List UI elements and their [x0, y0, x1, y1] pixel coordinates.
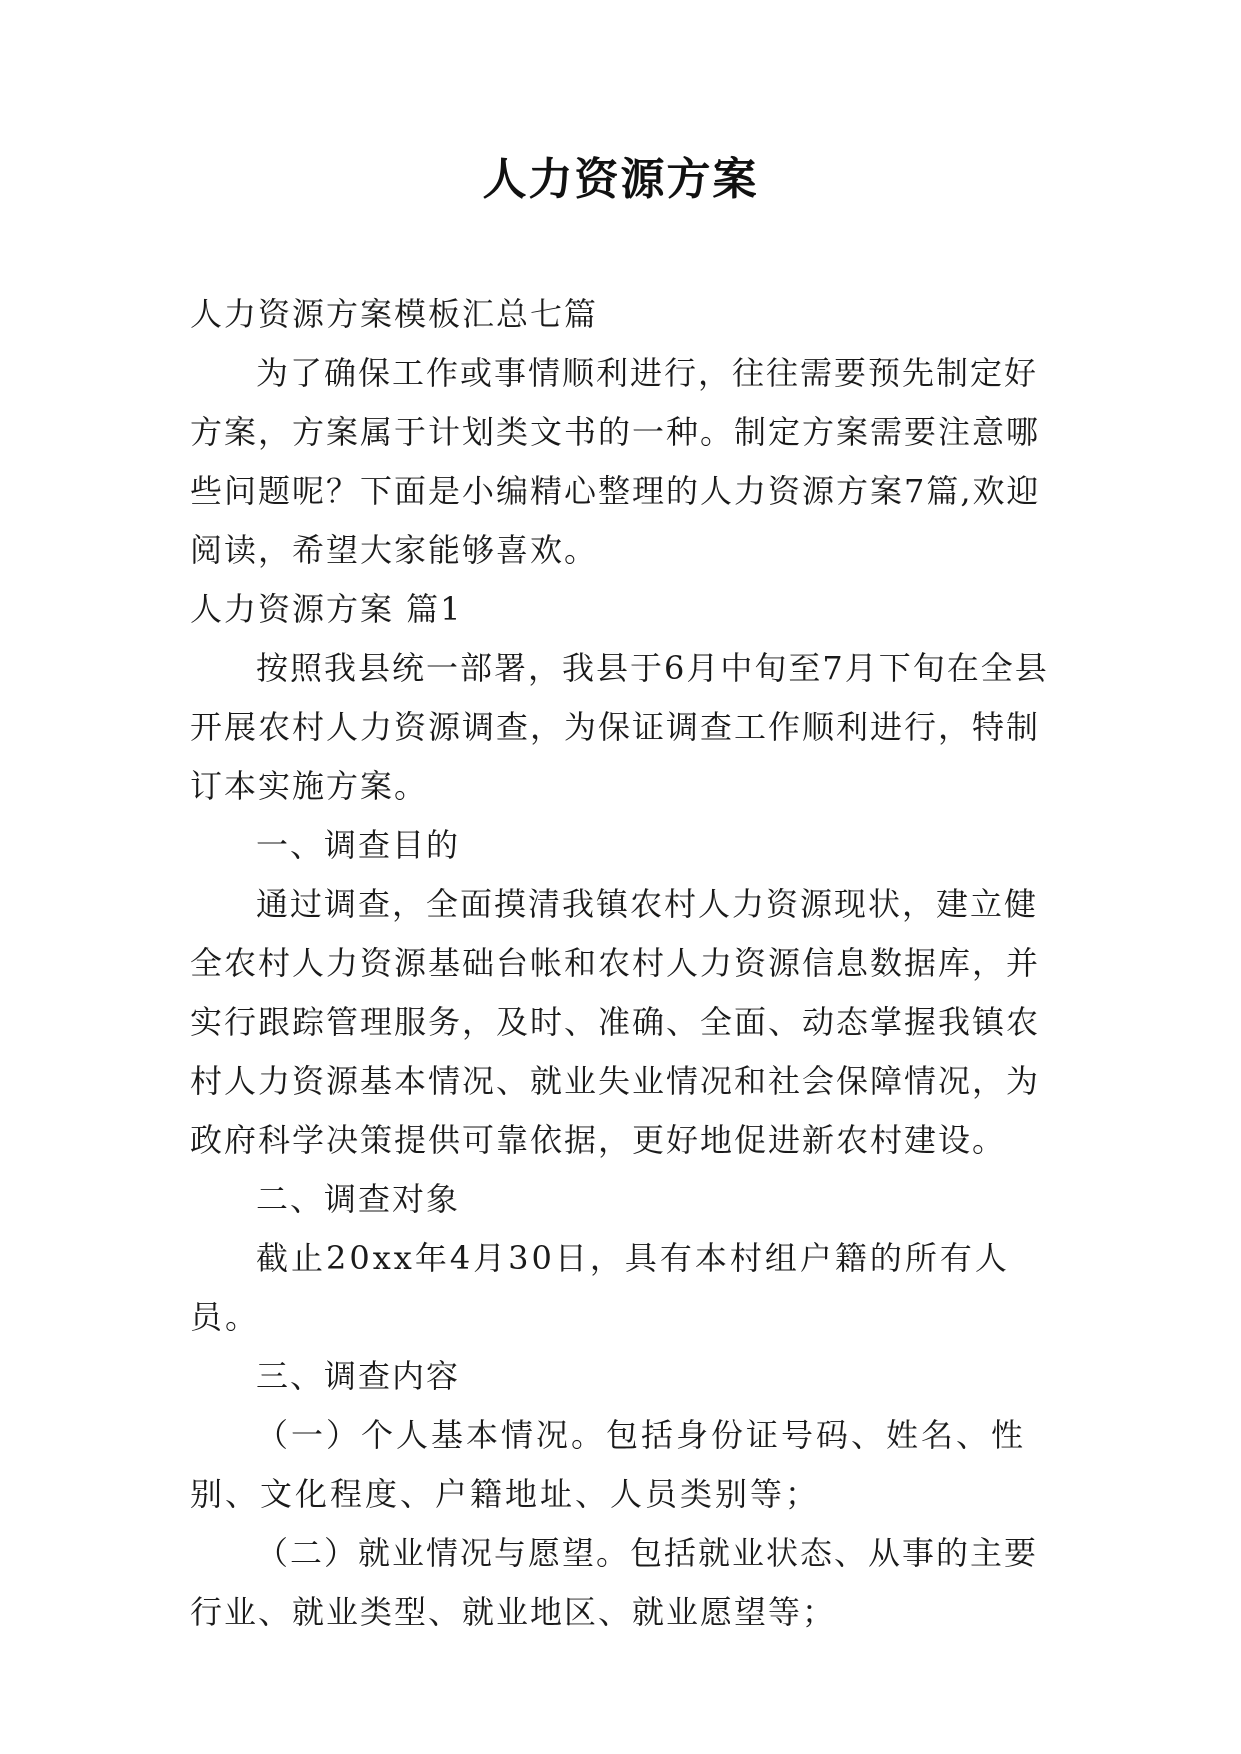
heading-survey-subjects: 二、调查对象: [256, 1180, 461, 1218]
implementation-paragraph: 按照我县统一部署，我县于6月中旬至7月下旬在全县开展农村人力资源调查，为保证调查工作顺利进行，特制订本实施方案。: [190, 649, 1049, 805]
subtitle-line: 人力资源方案模板汇总七篇: [190, 295, 599, 333]
heading-survey-purpose: 一、调查目的: [256, 826, 461, 864]
document-body: [190, 285, 1070, 1642]
intro-paragraph: 为了确保工作或事情顺利进行，往往需要预先制定好方案，方案属于计划类文书的一种。制定方案需要注意哪些问题呢？下面是小编精心整理的人力资源方案7篇,欢迎阅读，希望大家能够喜欢。: [190, 354, 1041, 569]
heading-survey-content: 三、调查内容: [256, 1357, 461, 1395]
survey-purpose-paragraph: 通过调查，全面摸清我镇农村人力资源现状，建立健全农村人力资源基础台帐和农村人力资源信息数据库，并实行跟踪管理服务，及时、准确、全面、动态掌握我镇农村人力资源基本情况、就业失业情况和社会保障情况，为政府科学决策提供可靠依据，更好地促进新农村建设。: [190, 885, 1041, 1159]
document-title: 人力资源方案: [482, 154, 759, 205]
section-heading-part-1: 人力资源方案 篇1: [190, 590, 463, 628]
content-item-2: （二）就业情况与愿望。包括就业状态、从事的主要行业、就业类型、就业地区、就业愿望等；: [190, 1534, 1039, 1631]
survey-subjects-paragraph: 截止20xx年4月30日，具有本村组户籍的所有人员。: [190, 1239, 1010, 1336]
content-item-1: （一）个人基本情况。包括身份证号码、姓名、性别、文化程度、户籍地址、人员类别等；: [190, 1416, 1027, 1513]
